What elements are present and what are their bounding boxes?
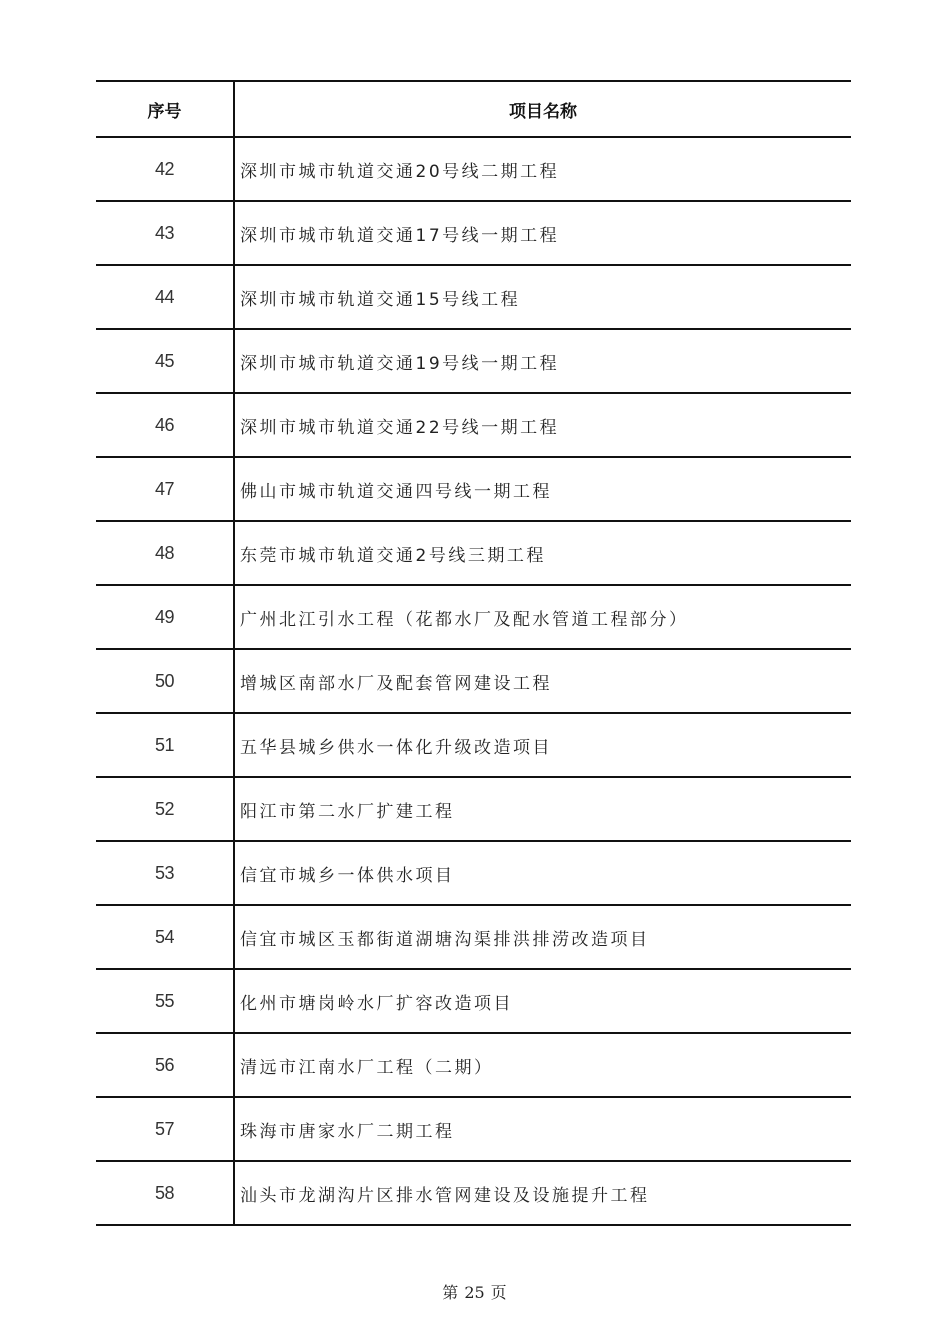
row-number: 42: [96, 137, 234, 201]
row-number: 44: [96, 265, 234, 329]
row-number: 52: [96, 777, 234, 841]
table-row: [96, 841, 851, 905]
table-row: [96, 777, 851, 841]
table-body: [96, 137, 851, 1225]
row-project-name: 深圳市城市轨道交通17号线一期工程: [234, 201, 851, 265]
table-row: [96, 969, 851, 1033]
row-number: 43: [96, 201, 234, 265]
table-row: [96, 713, 851, 777]
page-suffix: 页: [490, 1283, 507, 1302]
row-project-name: 佛山市城市轨道交通四号线一期工程: [234, 457, 851, 521]
table-row: [96, 1033, 851, 1097]
table-row: [96, 329, 851, 393]
row-project-name: 珠海市唐家水厂二期工程: [234, 1097, 851, 1161]
row-number: 57: [96, 1097, 234, 1161]
row-project-name: 五华县城乡供水一体化升级改造项目: [234, 713, 851, 777]
table-row: [96, 585, 851, 649]
row-project-name: 汕头市龙湖沟片区排水管网建设及设施提升工程: [234, 1161, 851, 1225]
row-number: 54: [96, 905, 234, 969]
row-number: 45: [96, 329, 234, 393]
project-table: [96, 80, 851, 1226]
table-row: [96, 393, 851, 457]
page-prefix: 第: [442, 1283, 459, 1302]
table-row: [96, 1161, 851, 1225]
table-row: [96, 521, 851, 585]
row-project-name: 增城区南部水厂及配套管网建设工程: [234, 649, 851, 713]
table-row: [96, 649, 851, 713]
row-project-name: 深圳市城市轨道交通20号线二期工程: [234, 137, 851, 201]
row-number: 47: [96, 457, 234, 521]
row-project-name: 阳江市第二水厂扩建工程: [234, 777, 851, 841]
row-project-name: 化州市塘岗岭水厂扩容改造项目: [234, 969, 851, 1033]
page-number: 25: [464, 1283, 485, 1302]
table-row: [96, 137, 851, 201]
row-number: 50: [96, 649, 234, 713]
row-number: 49: [96, 585, 234, 649]
row-project-name: 信宜市城区玉都街道湖塘沟渠排洪排涝改造项目: [234, 905, 851, 969]
row-number: 48: [96, 521, 234, 585]
row-project-name: 清远市江南水厂工程（二期）: [234, 1033, 851, 1097]
header-project-name: 项目名称: [234, 81, 851, 137]
row-number: 53: [96, 841, 234, 905]
table-row: [96, 1097, 851, 1161]
row-project-name: 深圳市城市轨道交通19号线一期工程: [234, 329, 851, 393]
row-project-name: 信宜市城乡一体供水项目: [234, 841, 851, 905]
header-number: 序号: [96, 81, 234, 137]
row-project-name: 深圳市城市轨道交通15号线工程: [234, 265, 851, 329]
page-footer: [0, 1280, 949, 1303]
row-number: 56: [96, 1033, 234, 1097]
table-header-row: [96, 81, 851, 137]
table-row: [96, 265, 851, 329]
row-number: 58: [96, 1161, 234, 1225]
table-row: [96, 905, 851, 969]
row-number: 51: [96, 713, 234, 777]
table-row: [96, 457, 851, 521]
row-project-name: 深圳市城市轨道交通22号线一期工程: [234, 393, 851, 457]
table-row: [96, 201, 851, 265]
row-project-name: 广州北江引水工程（花都水厂及配水管道工程部分）: [234, 585, 851, 649]
row-number: 46: [96, 393, 234, 457]
row-number: 55: [96, 969, 234, 1033]
row-project-name: 东莞市城市轨道交通2号线三期工程: [234, 521, 851, 585]
